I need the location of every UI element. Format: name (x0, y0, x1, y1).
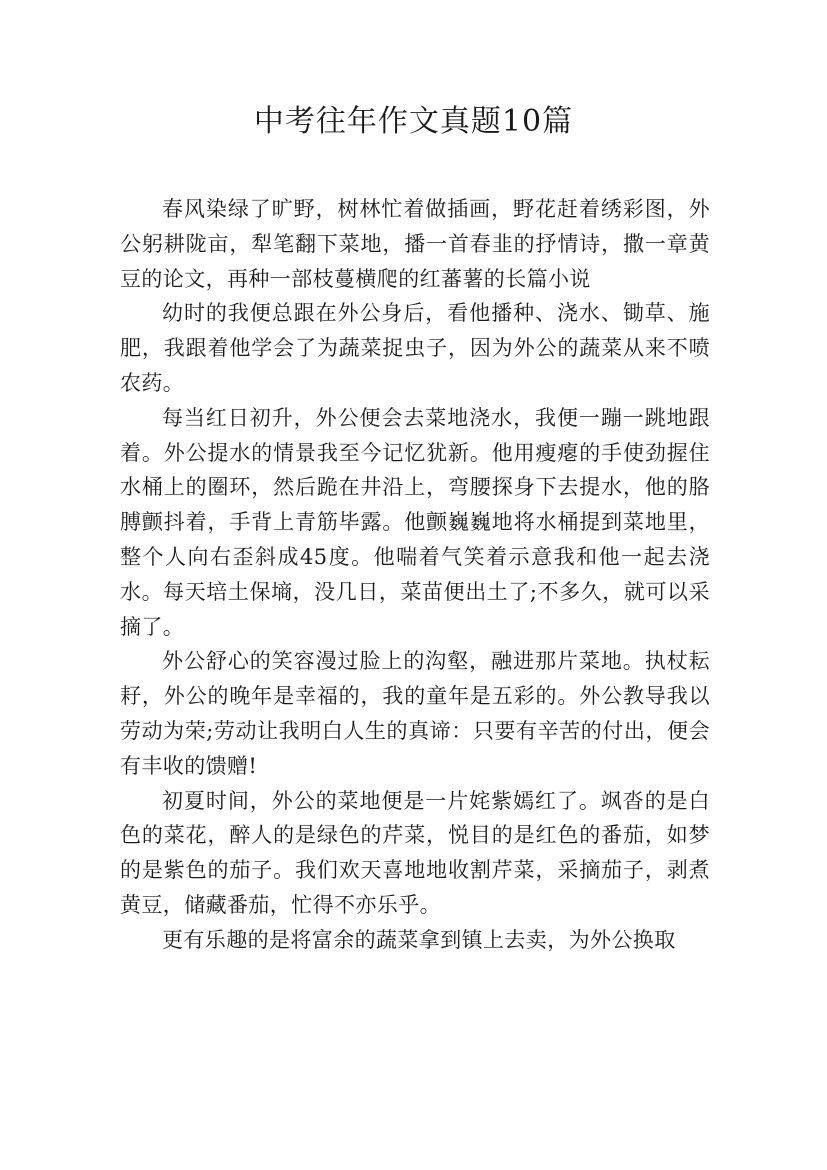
document-title: 中考往年作文真题10篇 (253, 104, 574, 139)
paragraph: 幼时的我便总跟在外公身后，看他播种、浇水、锄草、施肥，我跟着他学会了为蔬菜捉虫子，因为外公的蔬菜从来不喷农药。 (120, 301, 710, 395)
paragraph: 春风染绿了旷野，树林忙着做插画，野花赶着绣彩图，外公躬耕陇亩，犁笔翻下菜地，播一首春韭的抒情诗，撒一章黄豆的论文，再种一部枝蔓横爬的红蕃薯的长篇小说 (120, 197, 710, 291)
paragraph: 每当红日初升，外公便会去菜地浇水，我便一蹦一跳地跟着。外公提水的情景我至今记忆犹新。他用瘦瘪的手使劲握住水桶上的圈环，然后跪在井沿上，弯腰探身下去提水，他的胳膊颤抖着，手背上青筋毕露。他颤巍巍地将水桶提到菜地里，整个人向右歪斜成45度。他喘着气笑着示意我和他一起去浇水。每天培土保墒，没几日，菜苗便出土了;不多久，就可以采摘了。 (120, 405, 710, 639)
document-body (120, 192, 710, 958)
paragraph: 初夏时间，外公的菜地便是一片姹紫嫣红了。飒沓的是白色的菜花，醉人的是绿色的芹菜，悦目的是红色的番茄，如梦的是紫色的茄子。我们欢天喜地地收割芹菜，采摘茄子，剥煮黄豆，储藏番茄，忙得不亦乐乎。 (120, 788, 710, 917)
paragraph: 外公舒心的笑容漫过脸上的沟壑，融进那片菜地。执杖耘耔，外公的晚年是幸福的，我的童年是五彩的。外公教导我以劳动为荣;劳动让我明白人生的真谛：只要有辛苦的付出，便会有丰收的馈赠! (120, 649, 710, 778)
paragraph: 更有乐趣的是将富余的蔬菜拿到镇上去卖，为外公换取 (162, 927, 676, 952)
